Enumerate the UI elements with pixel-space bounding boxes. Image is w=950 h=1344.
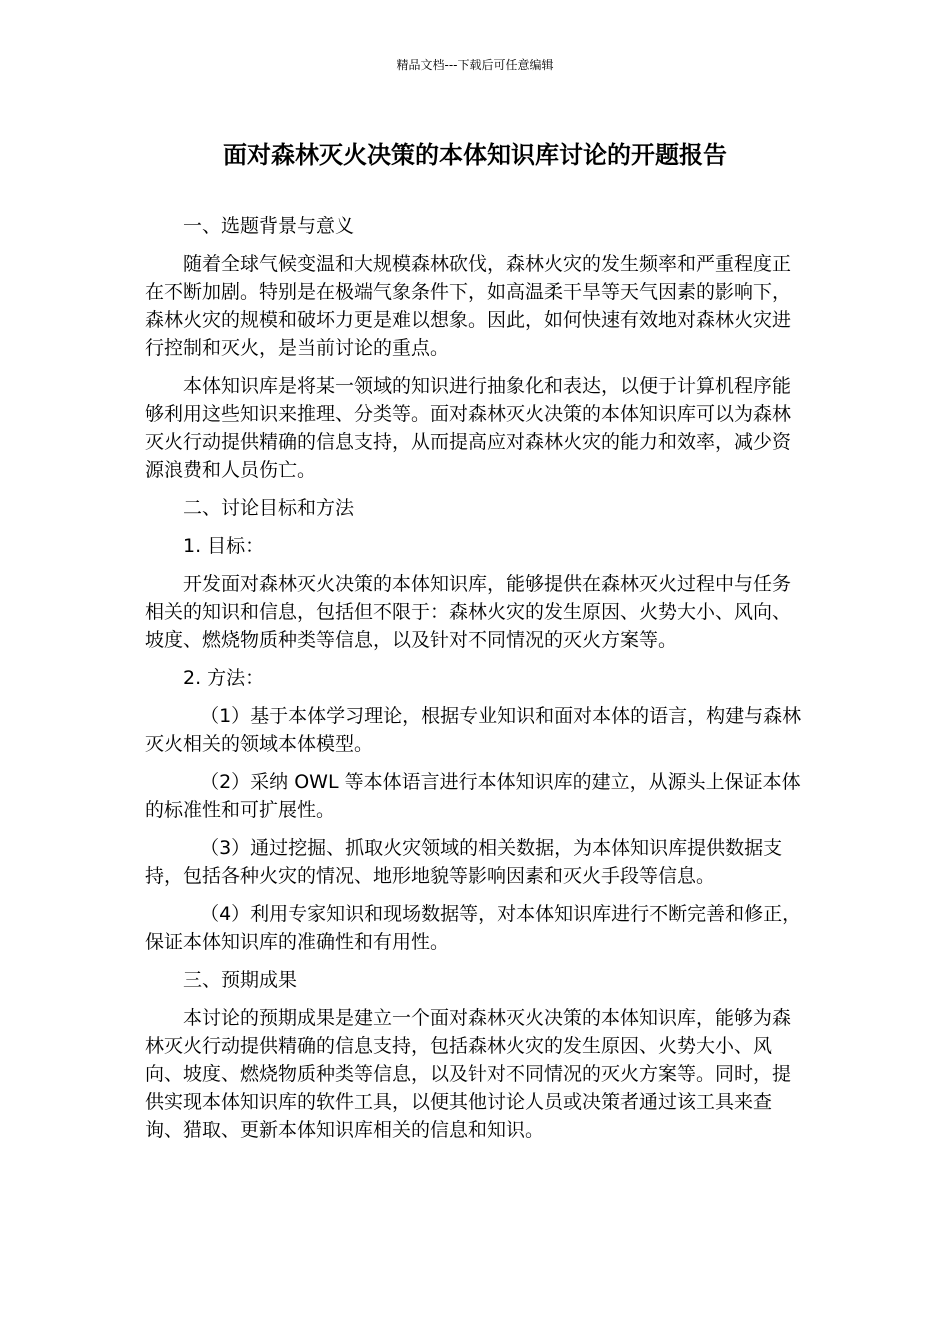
method-item-1: （1）基于本体学习理论，根据专业知识和面对本体的语言，构建与森林灭火相关的领域本体模型。 [145, 705, 802, 755]
method-label: 2. 方法： [183, 667, 265, 689]
section-heading-outcomes: 三、预期成果 [183, 969, 298, 991]
document-body [145, 212, 807, 1154]
paragraph-outcomes: 本讨论的预期成果是建立一个面对森林灭火决策的本体知识库，能够为森林灭火行动提供精确的信息支持，包括森林火灾的发生原因、火势大小、风向、坡度、燃烧物质种类等信息，以及针对不同情况的灭火方案等。同时，提供实现本体知识库的软件工具，以便其他讨论人员或决策者通过该工具来查询、猎取、更新本体知识库相关的信息和知识。 [145, 1007, 792, 1141]
paragraph-background-2: 本体知识库是将某一领域的知识进行抽象化和表达，以便于计算机程序能够利用这些知识来推理、分类等。面对森林灭火决策的本体知识库可以为森林灭火行动提供精确的信息支持，从而提高应对森林火灾的能力和效率，减少资源浪费和人员伤亡。 [145, 375, 792, 481]
goal-label: 1. 目标： [183, 535, 265, 557]
method-item-4: （4）利用专家知识和现场数据等，对本体知识库进行不断完善和修正，保证本体知识库的准确性和有用性。 [145, 903, 802, 953]
goal-paragraph: 开发面对森林灭火决策的本体知识库，能够提供在森林灭火过程中与任务相关的知识和信息，包括但不限于：森林火灾的发生原因、火势大小、风向、坡度、燃烧物质种类等信息，以及针对不同情况的灭火方案等。 [145, 573, 792, 651]
method-item-3: （3）通过挖掘、抓取火灾领域的相关数据，为本体知识库提供数据支持，包括各种火灾的情况、地形地貌等影响因素和灭火手段等信息。 [145, 837, 783, 887]
method-item-2: （2）采纳 OWL 等本体语言进行本体知识库的建立，从源头上保证本体的标准性和可扩展性。 [145, 771, 801, 821]
section-heading-background: 一、选题背景与意义 [183, 215, 355, 237]
paragraph-background-1: 随着全球气候变温和大规模森林砍伐，森林火灾的发生频率和严重程度正在不断加剧。特别是在极端气象条件下，如高温柔干旱等天气因素的影响下，森林火灾的规模和破坏力更是难以想象。因此，如何快速有效地对森林火灾进行控制和灭火，是当前讨论的重点。 [145, 253, 792, 359]
header-note: 精品文档---下载后可任意编辑 [396, 58, 554, 72]
section-heading-goals-methods: 二、讨论目标和方法 [183, 497, 355, 519]
document-title: 面对森林灭火决策的本体知识库讨论的开题报告 [223, 141, 727, 169]
